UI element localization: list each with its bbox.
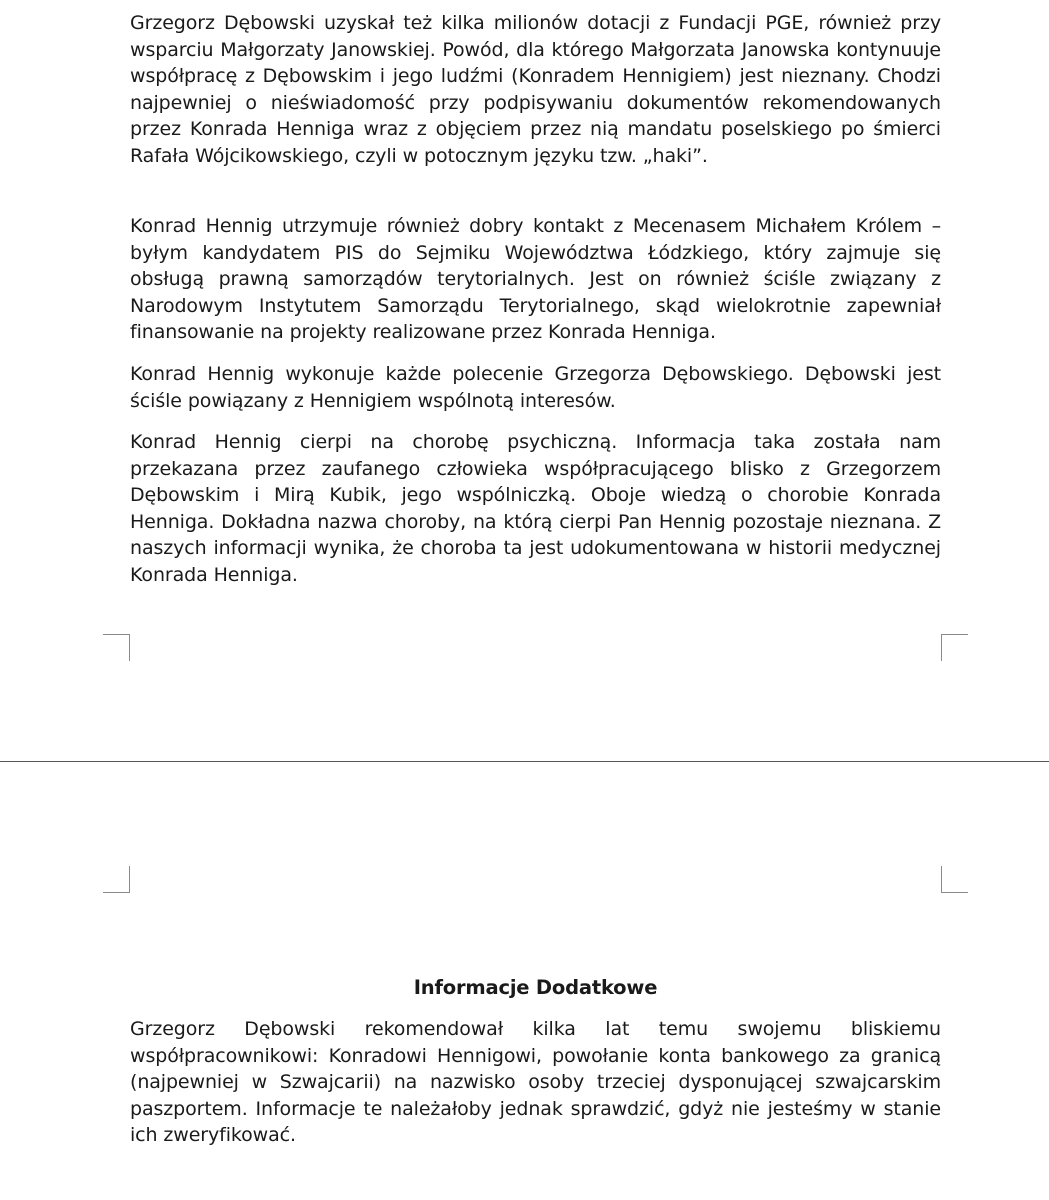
paragraph-polecenia: Konrad Hennig wykonuje każde polecenie Grzegorza Dębowskiego. Dębowski jest ściśle powiązany z Hennigiem wspólnotą interesów.	[130, 363, 941, 412]
paragraph-dotacje-pge: Grzegorz Dębowski uzyskał też kilka milionów dotacji z Fundacji PGE, również przy wsparciu Małgorzaty Janowskiej. Powód, dla którego Małgorzata Janowska kontynuuje współpracę z Dębowskim i jego ludźmi (Konradem Hennigiem) jest nieznany. Chodzi najpewniej o nieświadomość przy podpisywaniu dokumentów rekomendowanych przez Konrada Henniga wraz z objęciem przez nią mandatu poselskiego po śmierci Rafała Wójcikowskiego, czyli w potocznym języku tzw. „haki”.	[130, 12, 941, 167]
paragraph-konto-bankowe: Grzegorz Dębowski rekomendował kilka lat temu swojemu bliskiemu współpracownikowi: Konradowi Hennigowi, powołanie konta bankowego za granicą (najpewniej w Szwajcarii) na nazwisko osoby trzeciej dysponującej szwajcarskim paszportem. Informacje te należałoby jednak sprawdzić, gdyż nie jesteśmy w stanie ich zweryfikować.	[130, 1018, 941, 1147]
margin-corner-mark	[941, 866, 968, 893]
margin-corner-mark	[941, 634, 968, 661]
paragraph-mecenas-krol: Konrad Hennig utrzymuje również dobry kontakt z Mecenasem Michałem Królem – byłym kandydatem PIS do Sejmiku Województwa Łódzkiego, który zajmuje się obsługą prawną samorządów terytorialnych. Jest on również ściśle związany z Narodowym Instytutem Samorządu Terytorialnego, skąd wielokrotnie zapewniał finansowanie na projekty realizowane przez Konrada Henniga.	[130, 215, 941, 344]
section-heading: Informacje Dodatkowe	[413, 976, 658, 999]
margin-corner-mark	[103, 634, 130, 661]
page-separator	[0, 761, 1049, 762]
paragraph-choroba: Konrad Hennig cierpi na chorobę psychiczną. Informacja taka została nam przekazana przez zaufanego człowieka współpracującego blisko z Grzegorzem Dębowskim i Mirą Kubik, jego wspólniczką. Oboje wiedzą o chorobie Konrada Henniga. Dokładna nazwa choroby, na którą cierpi Pan Hennig pozostaje nieznana. Z naszych informacji wynika, że choroba ta jest udokumentowana w historii medycznej Konrada Henniga.	[130, 431, 941, 586]
margin-corner-mark	[103, 866, 130, 893]
